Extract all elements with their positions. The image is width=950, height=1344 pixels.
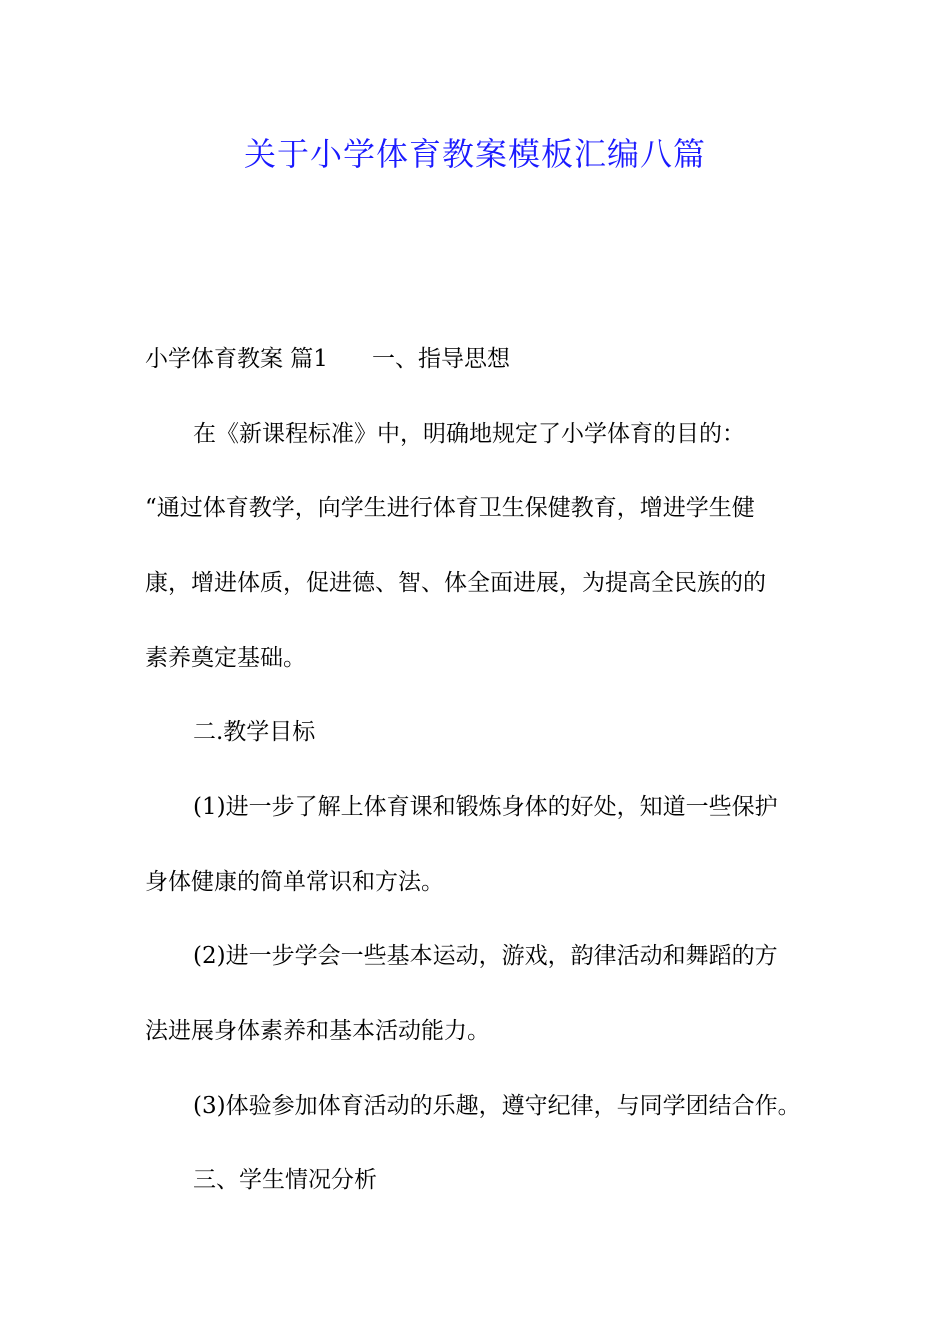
document-title: 关于小学体育教案模板汇编八篇: [243, 135, 706, 173]
text-line: 在《新课程标准》中，明确地规定了小学体育的目的：: [193, 421, 745, 447]
subsection-heading: 三、学生情况分析: [193, 1167, 377, 1193]
text-line: (3)体验参加体育活动的乐趣，遵守纪律，与同学团结合作。: [193, 1093, 801, 1119]
subsection-heading: 二.教学目标: [193, 719, 316, 745]
text-line: (2)进一步学会一些基本运动，游戏，韵律活动和舞蹈的方: [193, 943, 778, 969]
text-line: 身体健康的简单常识和方法。: [145, 869, 444, 895]
subsection-heading: 一、指导思想: [371, 346, 510, 372]
text-line: “通过体育教学，向学生进行体育卫生保健教育，增进学生健: [145, 495, 755, 521]
text-line: 素养奠定基础。: [145, 645, 306, 671]
text-line: 康，增进体质，促进德、智、体全面进展，为提高全民族的的: [145, 570, 766, 596]
text-line: 法进展身体素养和基本活动能力。: [145, 1018, 490, 1044]
section-heading: 小学体育教案 篇1: [145, 346, 328, 372]
text-line: (1)进一步了解上体育课和锻炼身体的好处，知道一些保护: [193, 794, 778, 820]
text-line: [145, 341, 825, 377]
